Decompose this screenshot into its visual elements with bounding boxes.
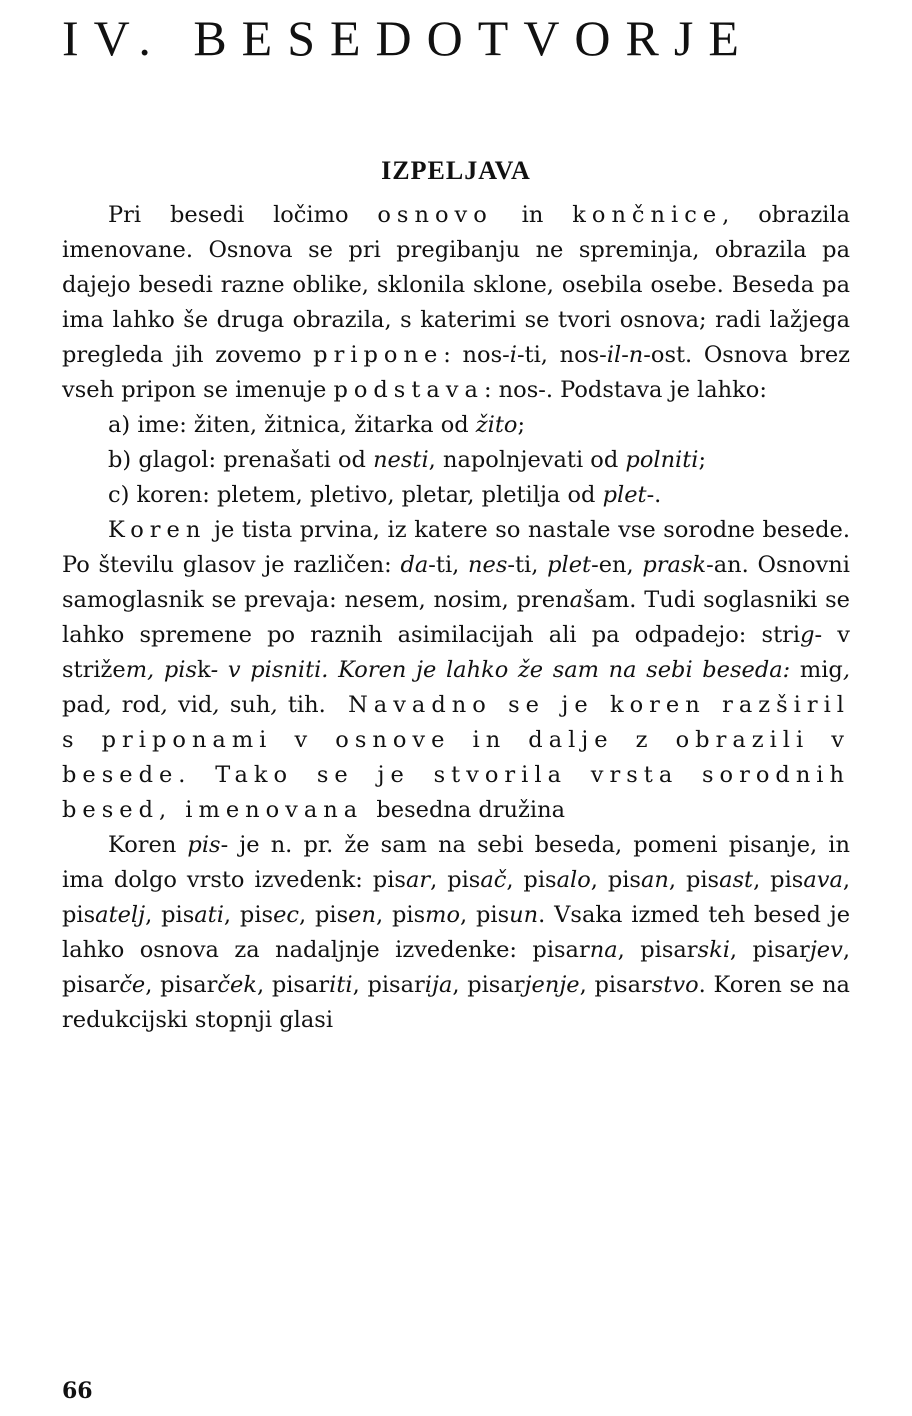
paragraph-koren: Koren je tista prvina, iz katere so nastale vse sorodne besede. Po številu glasov je različen: da-ti, nes-ti, plet-en, prask-an. Osnovni samoglasnik se prevaja: nesem, nosim, prenašam. Tudi soglasniki se lahko spremene po raznih asimilacijah ali pa odpadejo: strig- v strižem, pisk- v pisniti. Koren je lahko že sam na sebi beseda: mig, pad, rod, vid, suh, tih. Navadno se je koren razširil s priponami v osnove in dalje z obrazili v besede. Tako se je stvorila vrsta sorodnih besed, imenovana besedna družina xyxy=(62,517,850,823)
paragraph-pis: Koren pis- je n. pr. že sam na sebi beseda, pomeni pisanje, in ima dolgo vrsto izvedenk: pisar, pisač, pisalo, pisan, pisast, pisava, pisatelj, pisati, pisec, pisen, pismo, pisun. Vsaka izmed teh besed je lahko osnova za nadaljnje izvedenke: pisarna, pisarski, pisarjev, pisarče, pisarček, pisariti, pisarija, pisarjenje, pisarstvo. Koren se na redukcijski stopnji glasi xyxy=(62,832,851,1033)
page-number: 66 xyxy=(62,1378,93,1404)
paragraph-intro: Pri besedi ločimo osnovo in končnice, obrazila imenovane. Osnova se pri pregibanju ne spreminja, obrazila pa dajejo besedi razne oblike, sklonila sklone, osebila osebe. Beseda pa ima lahko še druga obrazila, s katerimi se tvori osnova; radi lažjega pregleda jih zovemo pripone: nos-i-ti, nos-il-n-ost. Osnova brez vseh pripon se imenuje podstava: nos-. Podstava je lahko: xyxy=(62,202,850,403)
section-title: IZPELJAVA xyxy=(381,156,531,185)
list-item-c: c) koren: pletem, pletivo, pletar, pletilja od plet-. xyxy=(108,482,662,508)
body-text xyxy=(62,198,850,1038)
chapter-title: IV. BESEDOTVORJE xyxy=(62,10,754,66)
list-item-b: b) glagol: prenašati od nesti, napolnjevati od polniti; xyxy=(108,447,707,473)
list-item-a: a) ime: žiten, žitnica, žitarka od žito; xyxy=(108,412,526,438)
